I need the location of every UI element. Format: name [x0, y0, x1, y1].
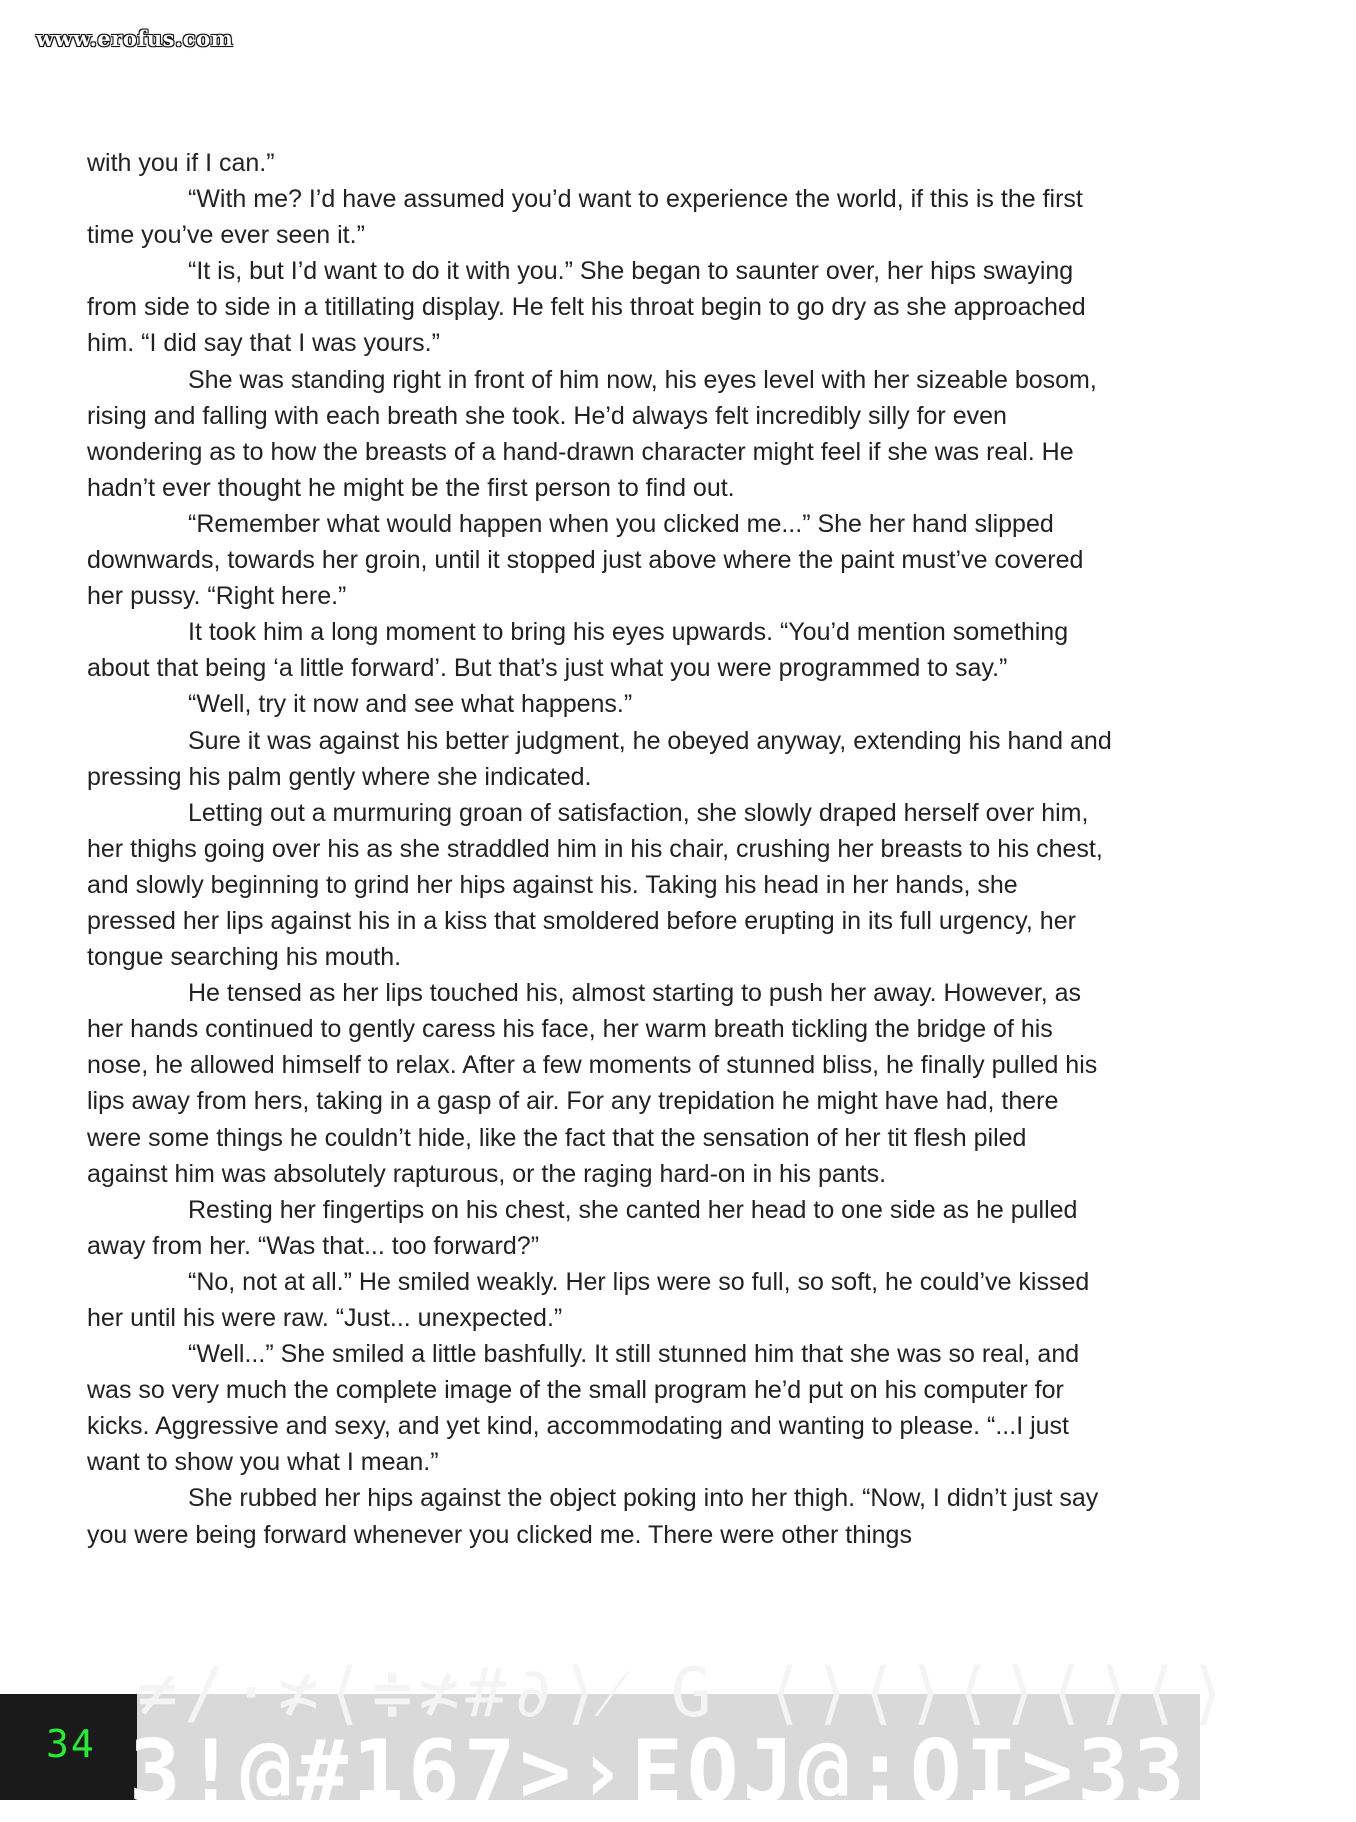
paragraph: It took him a long moment to bring his eyes upwards. “You’d mention something about that being ‘a little forward’. But that’s just what you were programmed to say.” — [87, 618, 1069, 683]
page-number-box — [0, 1694, 137, 1800]
paragraph: “No, not at all.” He smiled weakly. Her lips were so full, so soft, he could’ve kissed her until his were raw. “Just... unexpected.” — [87, 1267, 1090, 1332]
paragraph: She was standing right in front of him now, his eyes level with her sizeable bosom, rising and falling with each breath she took. He’d always felt incredibly silly for even wondering as to how the breasts of a hand-drawn character might feel if she was real. He hadn’t ever thought he might be the first person to find out. — [87, 365, 1097, 502]
paragraph: with you if I can.” — [87, 149, 275, 177]
footer-glyph-row-main: 3!@#167>›EOJ@:OI>33!@: — [129, 1722, 1356, 1822]
paragraph: “Remember what would happen when you clicked me...” She her hand slipped downwards, towards her groin, until it stopped just above where the paint must’ve covered her pussy. “Right here.” — [87, 509, 1084, 611]
paragraph: He tensed as her lips touched his, almost starting to push her away. However, as her hands continued to gently caress his face, her warm breath tickling the bridge of his nose, he allowed himself to relax. After a few moments of stunned bliss, he finally pulled his lips away from hers, taking in a gasp of air. For any trepidation he might have had, there were some things he couldn’t hide, like the fact that the sensation of her tit flesh piled against him was absolutely rapturous, or the raging hard-on in his pants. — [87, 979, 1098, 1188]
paragraph: Resting her fingertips on his chest, she canted her head to one side as he pulled away from her. “Was that... too forward?” — [87, 1195, 1078, 1260]
paragraph: “Well...” She smiled a little bashfully. It still stunned him that she was so real, and was so very much the complete image of the small program he’d put on his computer for kicks. Aggressive and sexy, and yet kind, accommodating and wanting to please. “...I just want to show you what I mean.” — [87, 1340, 1080, 1477]
page-body — [87, 145, 1112, 1553]
footer-glyph-banner — [129, 1654, 1356, 1822]
paragraph: Letting out a murmuring groan of satisfaction, she slowly draped herself over him, her thighs going over his as she straddled him in his chair, crushing her breasts to his chest, and slowly beginning to grind her hips against his. Taking his head in her hands, she pressed her lips against his in a kiss that smoldered before erupting in its full urgency, her tongue searching his mouth. — [87, 798, 1103, 972]
watermark: www.erofus.com — [36, 26, 234, 51]
footer-band — [0, 1654, 1356, 1822]
paragraph: Sure it was against his better judgment, he obeyed anyway, extending his hand and pressing his palm gently where she indicated. — [87, 726, 1112, 791]
paragraph: “Well, try it now and see what happens.” — [188, 690, 633, 719]
paragraph: She rubbed her hips against the object poking into her thigh. “Now, I didn’t just say you were being forward whenever you clicked me. There were other things — [87, 1484, 1099, 1549]
paragraph: “With me? I’d have assumed you’d want to experience the world, if this is the first time you’ve ever seen it.” — [87, 185, 1083, 250]
paragraph: “It is, but I’d want to do it with you.” She began to saunter over, her hips swaying from side to side in a titillating display. He felt his throat begin to go dry as she approached him. “I did say that I was yours.” — [87, 257, 1086, 358]
footer-glyph-row-top: ≠∕·≭⟨≑≭#∂⟩⁄ G ⟨⟩⟨⟩⟨⟩⟨⟩⟨⟩ — [137, 1654, 1234, 1733]
page-number: 34 — [46, 1722, 96, 1766]
